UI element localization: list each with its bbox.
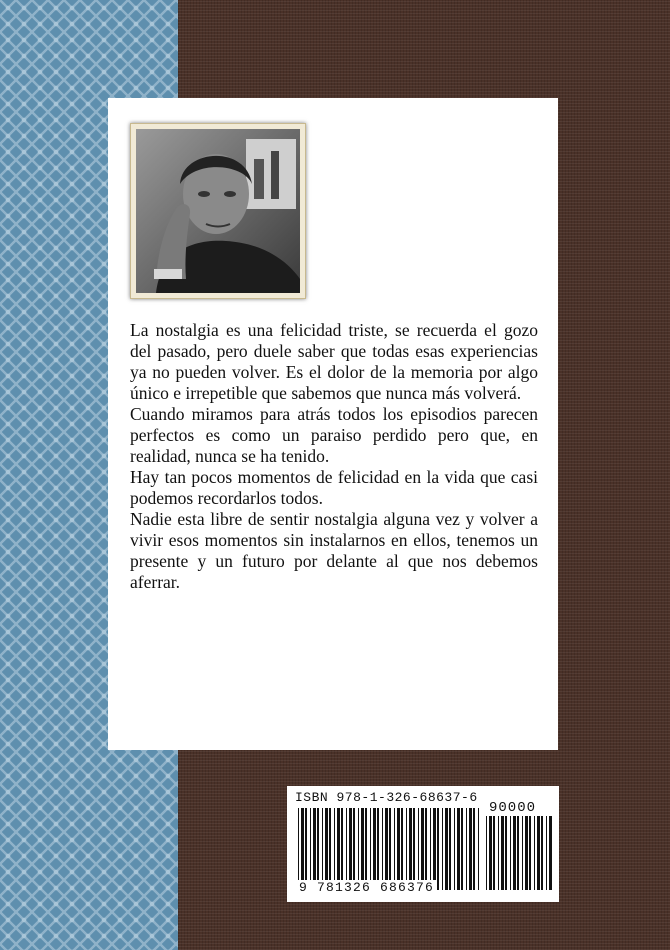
barcode-addon-number: 90000 xyxy=(489,800,537,816)
author-photo xyxy=(136,129,300,293)
barcode-bar xyxy=(406,808,407,890)
barcode-bar xyxy=(325,808,328,890)
barcode-bar xyxy=(541,816,543,890)
barcode-bar xyxy=(409,808,412,890)
barcode-bar xyxy=(522,816,523,890)
barcode-bar xyxy=(361,808,364,890)
barcode-bar xyxy=(329,808,331,890)
barcode-bar xyxy=(370,808,371,890)
barcode-bar xyxy=(317,808,319,890)
barcode-bar xyxy=(418,808,419,890)
barcode-bar xyxy=(433,808,436,890)
barcode-bar xyxy=(430,808,431,890)
barcode-bar xyxy=(454,808,455,890)
blurb-paragraph-1: La nostalgia es una felicidad triste, se recuerda el gozo del pasado, pero duele saber que todas esas experiencias ya no pueden volver. Es el dolor de la memoria por algo único e irrepetible que sabemos que nunca más volverá. xyxy=(130,320,538,403)
barcode-addon-bars xyxy=(485,816,553,890)
author-photo-frame xyxy=(130,123,306,299)
barcode-bar xyxy=(546,816,547,890)
barcode-bar xyxy=(337,808,340,890)
barcode-bar xyxy=(437,808,439,890)
barcode-bar xyxy=(310,808,311,890)
barcode-bar xyxy=(382,808,383,890)
barcode-bar xyxy=(498,816,499,890)
barcode-bar xyxy=(449,808,451,890)
barcode-bar xyxy=(457,808,460,890)
barcode-bar xyxy=(401,808,403,890)
barcode-bar xyxy=(397,808,400,890)
barcode-bar xyxy=(489,816,492,890)
barcode-bar xyxy=(478,808,479,890)
barcode-bar xyxy=(466,808,467,890)
blurb-paragraph-3: Hay tan pocos momentos de felicidad en la vida que casi podemos recordarlos todos. xyxy=(130,467,538,508)
barcode-bar xyxy=(486,816,487,890)
barcode-bar xyxy=(461,808,463,890)
barcode-bar xyxy=(445,808,448,890)
barcode-bar xyxy=(298,808,299,890)
isbn-barcode xyxy=(287,786,559,902)
barcode-bar xyxy=(305,808,307,890)
barcode-bar xyxy=(505,816,507,890)
barcode-bar xyxy=(501,816,504,890)
barcode-bar xyxy=(365,808,367,890)
barcode-bar xyxy=(421,808,424,890)
barcode-bar xyxy=(513,816,516,890)
barcode-bar xyxy=(389,808,391,890)
barcode-bar xyxy=(510,816,511,890)
barcode-bar xyxy=(341,808,343,890)
barcode-bar xyxy=(334,808,335,890)
barcode-bar xyxy=(473,808,475,890)
barcode-bar xyxy=(537,816,540,890)
back-cover-blurb xyxy=(130,320,538,593)
barcode-bar xyxy=(493,816,495,890)
barcode-bar xyxy=(525,816,528,890)
barcode-bar xyxy=(469,808,472,890)
barcode-bar xyxy=(425,808,427,890)
barcode-bar xyxy=(413,808,415,890)
barcode-bar xyxy=(353,808,355,890)
barcode-bar xyxy=(534,816,535,890)
barcode-bar xyxy=(549,816,552,890)
blurb-paragraph-2: Cuando miramos para atrás todos los episodios parecen perfectos es como un paraiso perdido pero que, en realidad, nunca se ha tenido. xyxy=(130,404,538,466)
barcode-bar xyxy=(349,808,352,890)
barcode-bar xyxy=(373,808,376,890)
barcode-bar xyxy=(301,808,304,890)
barcode-bar xyxy=(442,808,443,890)
barcode-bar xyxy=(358,808,359,890)
barcode-bar xyxy=(322,808,323,890)
barcode-bar xyxy=(346,808,347,890)
blurb-paragraph-4: Nadie esta libre de sentir nostalgia alguna vez y volver a vivir esos momentos sin instalarnos en ellos, tenemos un presente y un futuro por delante al que nos debemos aferrar. xyxy=(130,509,538,592)
barcode-bar xyxy=(517,816,519,890)
barcode-bar xyxy=(377,808,379,890)
barcode-bar xyxy=(385,808,388,890)
isbn-label: ISBN 978-1-326-68637-6 xyxy=(295,790,478,805)
barcode-bar xyxy=(394,808,395,890)
barcode-digits: 9 781326 686376 xyxy=(299,880,435,895)
barcode-bar xyxy=(529,816,531,890)
barcode-main-bars xyxy=(297,808,482,890)
barcode-bar xyxy=(313,808,316,890)
back-cover-panel xyxy=(108,98,558,750)
